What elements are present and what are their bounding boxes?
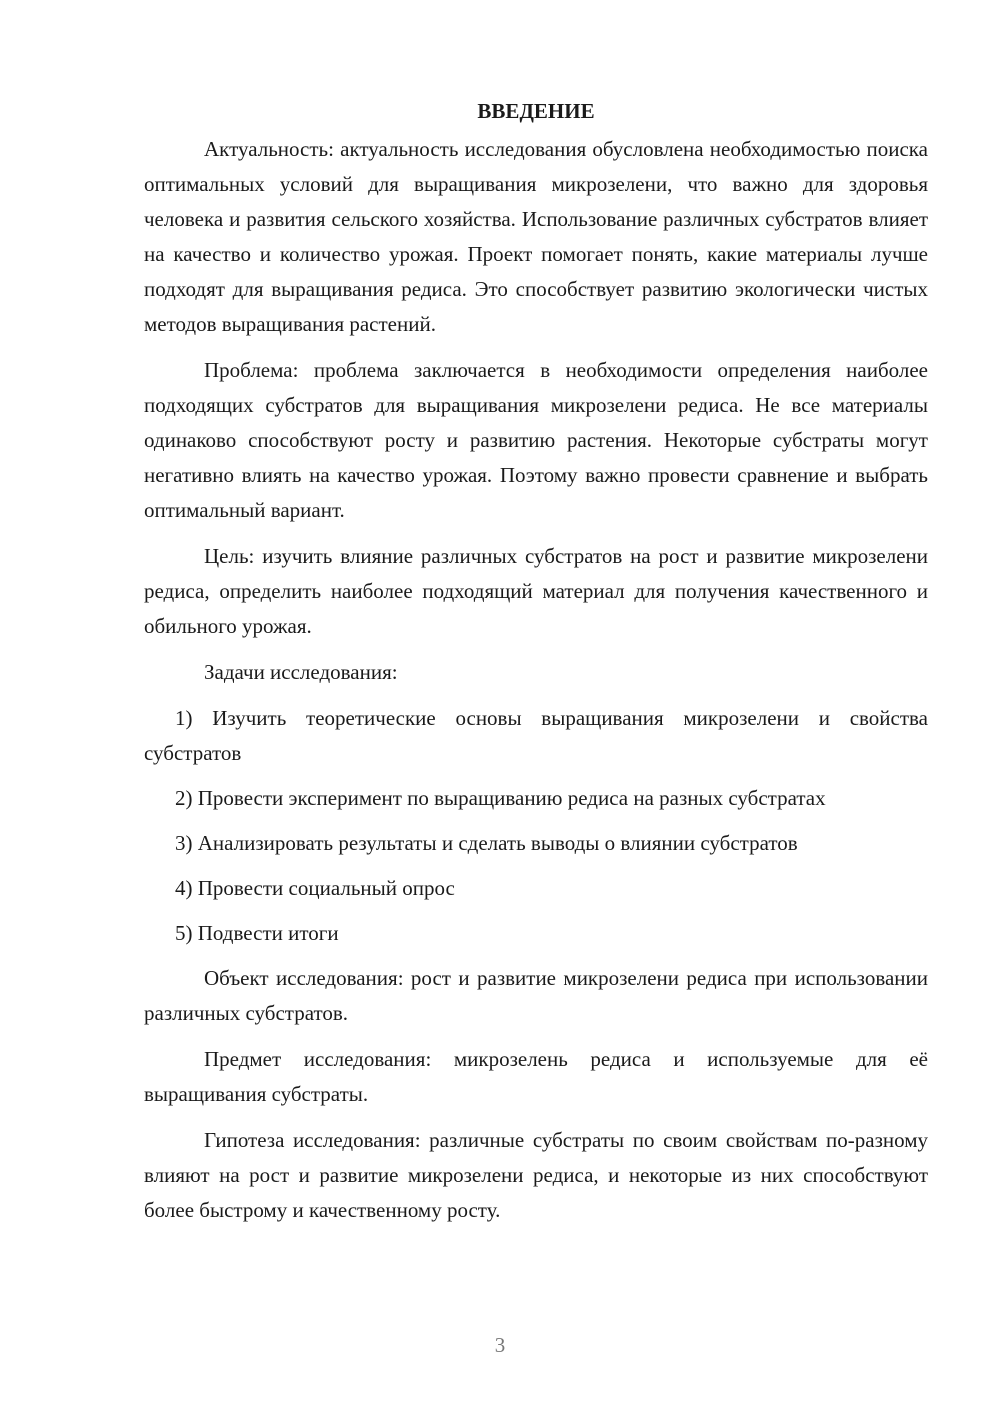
task-item: 3) Анализировать результаты и сделать выводы о влиянии субстратов: [175, 831, 798, 855]
paragraph-hypothesis: Гипотеза исследования: различные субстраты по своим свойствам по-разному влияют на рост и развитие микрозелени редиса, и некоторые из них способствуют более быстрому и качественному росту.: [144, 1128, 928, 1222]
page-title: ВВЕДЕНИЕ: [477, 99, 595, 123]
paragraph-subject: Предмет исследования: микрозелень редиса и используемые для её выращивания субстраты.: [144, 1047, 928, 1106]
task-item: 4) Провести социальный опрос: [175, 876, 455, 900]
task-item: 5) Подвести итоги: [175, 921, 339, 945]
paragraph-relevance: Актуальность: актуальность исследования обусловлена необходимостью поиска оптимальных условий для выращивания микрозелени, что важно для здоровья человека и развития сельского хозяйства. Использование различных субстратов влияет на качество и количество урожая. Проект помогает понять, какие материалы лучше подходят для выращивания редиса. Это способствует развитию экологически чистых методов выращивания растений.: [144, 137, 928, 336]
task-item: 1) Изучить теоретические основы выращивания микрозелени и свойства субстратов: [144, 706, 928, 765]
paragraph-goal: Цель: изучить влияние различных субстратов на рост и развитие микрозелени редиса, определить наиболее подходящий материал для получения качественного и обильного урожая.: [144, 544, 928, 638]
task-item: 2) Провести эксперимент по выращиванию редиса на разных субстратах: [175, 786, 826, 810]
paragraph-tasks-heading: Задачи исследования:: [204, 660, 398, 684]
paragraph-object: Объект исследования: рост и развитие микрозелени редиса при использовании различных субстратов.: [144, 966, 928, 1025]
paragraph-problem: Проблема: проблема заключается в необходимости определения наиболее подходящих субстратов для выращивания микрозелени редиса. Не все материалы одинаково способствуют росту и развитию растения. Некоторые субстраты могут негативно влиять на качество урожая. Поэтому важно провести сравнение и выбрать оптимальный вариант.: [144, 358, 928, 522]
document-page: [144, 96, 928, 1239]
page-number: 3: [494, 1333, 506, 1357]
